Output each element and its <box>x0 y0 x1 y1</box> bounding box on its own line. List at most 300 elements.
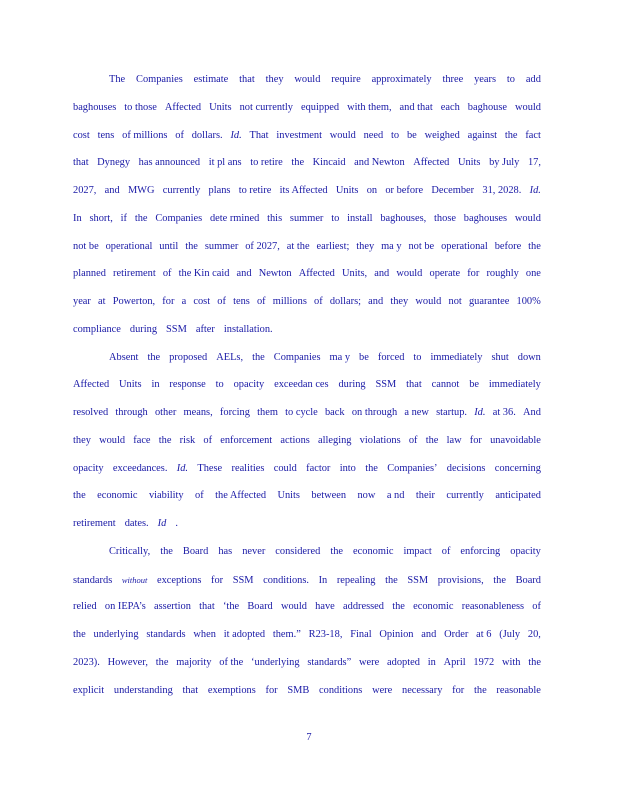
text-segment: the <box>493 574 506 586</box>
text-line <box>73 125 541 153</box>
text-segment: has <box>218 545 233 557</box>
text-segment: assertion <box>154 601 191 613</box>
text-segment: they <box>356 240 375 252</box>
text-segment: law <box>446 434 462 446</box>
text-segment: this <box>267 212 283 224</box>
text-segment: Affected <box>73 379 110 391</box>
text-line <box>73 541 541 569</box>
text-segment: the <box>252 351 265 363</box>
text-segment: of <box>532 601 541 613</box>
text-segment: would <box>99 434 126 446</box>
text-segment: need <box>363 129 384 141</box>
text-segment: a nd <box>386 490 405 502</box>
text-segment: to <box>413 351 422 363</box>
text-segment: at <box>98 296 106 307</box>
text-segment: would <box>280 601 307 613</box>
text-segment: AELs, <box>216 351 244 363</box>
text-segment: each <box>440 101 460 113</box>
text-segment: decisions <box>446 462 486 474</box>
text-segment: down <box>517 351 541 363</box>
text-segment: baghouse <box>467 101 508 113</box>
text-segment: add <box>525 74 541 85</box>
text-segment: December <box>431 185 475 196</box>
text-segment: 100% <box>516 296 541 307</box>
text-segment: of the <box>219 656 244 668</box>
text-line <box>73 513 541 541</box>
text-segment: the Kin caid <box>178 268 230 280</box>
text-segment: install <box>347 212 373 224</box>
text-segment: alleging <box>318 434 352 446</box>
text-segment: enforcement <box>220 434 273 446</box>
text-segment: reasonable <box>496 684 541 696</box>
text-segment: SSM <box>232 574 254 586</box>
text-segment: their <box>415 490 435 502</box>
text-segment: addressed <box>343 601 384 613</box>
text-line <box>73 236 541 264</box>
text-segment: Board <box>182 545 209 557</box>
citation-text: Id. <box>176 462 189 474</box>
text-segment: cost <box>73 129 90 141</box>
text-segment: dollars; <box>329 296 362 307</box>
text-segment: conditions. <box>263 574 309 586</box>
text-segment: the <box>134 212 148 224</box>
text-segment: standards” <box>307 656 352 668</box>
text-segment: be <box>359 351 369 363</box>
text-segment: April <box>443 656 466 668</box>
text-segment: cost <box>193 296 211 307</box>
text-segment: earliest; <box>316 240 350 252</box>
text-segment: However, <box>107 656 148 668</box>
text-segment: it pl ans <box>208 157 242 169</box>
text-segment: and <box>421 629 437 640</box>
text-segment: the <box>158 434 172 446</box>
text-segment: SMB <box>287 684 310 696</box>
text-line <box>73 485 541 513</box>
text-segment: before <box>494 240 522 252</box>
citation-text: Id. <box>529 185 541 196</box>
text-segment: provisions, <box>437 574 484 586</box>
text-line <box>73 208 541 236</box>
text-segment: ‘the <box>222 601 240 613</box>
text-segment: that <box>73 157 89 169</box>
text-segment: the <box>385 574 398 586</box>
text-segment: startup. <box>436 407 467 418</box>
text-segment: by July <box>489 157 520 169</box>
text-segment: 20, <box>527 629 541 640</box>
text-segment: at 6 <box>476 629 492 640</box>
text-segment: forced <box>377 351 405 363</box>
text-line <box>73 291 541 319</box>
text-segment: and that <box>399 101 433 113</box>
text-segment: not currently <box>239 101 293 113</box>
text-segment: summer <box>289 212 324 224</box>
text-segment: to <box>506 74 516 85</box>
text-segment: Critically, <box>109 545 151 557</box>
text-line <box>73 680 541 708</box>
text-segment: dollars. <box>191 129 223 141</box>
text-segment: other <box>154 407 177 418</box>
text-segment: when <box>193 629 216 640</box>
text-segment: exceedances. <box>112 462 168 474</box>
text-line <box>73 319 541 347</box>
text-segment: the <box>365 462 378 474</box>
text-segment: that <box>182 684 199 696</box>
text-segment: the <box>330 545 344 557</box>
text-segment: currently <box>162 185 201 196</box>
text-segment: of 2027, <box>245 240 280 252</box>
text-segment: 1972 <box>473 656 495 668</box>
text-segment: roughly <box>486 268 519 280</box>
text-segment: Absent <box>109 351 139 363</box>
text-segment: . <box>175 518 178 529</box>
text-segment: Affected <box>164 101 202 113</box>
text-segment: could <box>273 462 297 474</box>
text-segment: enforcing <box>460 545 501 557</box>
citation-text: Id <box>157 518 167 529</box>
text-segment: Order <box>444 629 469 640</box>
text-segment: Board <box>515 574 541 586</box>
text-segment: years <box>474 74 497 85</box>
text-segment: majority <box>176 656 212 668</box>
text-segment: would <box>415 296 442 307</box>
text-line <box>73 180 541 208</box>
body-text <box>73 69 541 707</box>
text-segment: SSM <box>407 574 429 586</box>
text-segment: the <box>528 656 541 668</box>
text-segment: year <box>73 296 91 307</box>
text-segment: standards <box>73 574 113 586</box>
text-segment: violations <box>359 434 401 446</box>
text-segment: the <box>425 434 439 446</box>
text-segment: actions <box>280 434 310 446</box>
text-segment: adopted <box>387 656 420 668</box>
text-segment: opacity <box>233 379 265 391</box>
text-line <box>73 97 541 125</box>
text-segment: if <box>120 212 128 224</box>
text-segment: the <box>528 240 541 252</box>
text-segment: on IEPA’s <box>104 601 146 613</box>
text-segment: Final <box>350 629 372 640</box>
text-segment: be <box>469 379 480 391</box>
text-segment: approximately <box>371 74 432 85</box>
text-segment: baghouses, <box>380 212 427 224</box>
text-segment: risk <box>179 434 196 446</box>
text-segment: of <box>162 268 172 280</box>
text-segment: between <box>311 490 347 502</box>
text-segment: Affected <box>298 268 335 280</box>
text-segment: not be <box>408 240 435 252</box>
text-segment: In <box>73 212 82 224</box>
text-segment: in <box>427 656 436 668</box>
text-segment: the <box>147 351 161 363</box>
text-segment: that <box>199 601 215 613</box>
text-segment: them <box>257 407 278 418</box>
text-segment: and <box>368 296 384 307</box>
text-segment: Units <box>119 379 142 391</box>
text-segment: for <box>210 574 224 586</box>
text-segment: short, <box>89 212 113 224</box>
text-segment: fact <box>525 129 541 141</box>
text-segment: would <box>515 101 541 113</box>
text-segment: to <box>331 212 340 224</box>
text-segment: That <box>249 129 269 141</box>
text-segment: opacity <box>73 462 104 474</box>
text-segment: through <box>115 407 148 418</box>
text-segment: plans <box>208 185 231 196</box>
text-segment: opacity <box>510 545 541 557</box>
text-segment: exemptions <box>207 684 256 696</box>
text-segment: Affected <box>413 157 450 169</box>
citation-text: Id. <box>230 129 242 141</box>
text-segment: In <box>318 574 328 586</box>
text-segment: installation. <box>223 323 273 335</box>
text-segment: baghouses <box>73 101 117 113</box>
text-segment: were <box>359 656 380 668</box>
text-segment: Companies <box>155 212 203 224</box>
text-segment: dates. <box>124 518 149 529</box>
text-segment: operate <box>429 268 461 280</box>
text-segment: operational <box>441 240 488 252</box>
text-segment: with them, <box>347 101 392 113</box>
text-segment: to retire <box>250 157 283 169</box>
text-segment: tens <box>97 129 115 141</box>
text-segment: Units <box>277 490 300 502</box>
text-segment: the <box>185 240 198 252</box>
text-segment: they <box>73 434 91 446</box>
text-segment: (July <box>499 629 521 640</box>
text-segment: for <box>452 684 465 696</box>
text-segment: never <box>242 545 266 557</box>
text-segment: cannot <box>431 379 460 391</box>
text-segment: and <box>236 268 252 280</box>
text-segment: These <box>197 462 223 474</box>
text-segment: Units <box>335 185 359 196</box>
text-segment: conditions <box>319 684 363 696</box>
text-segment: until <box>159 240 179 252</box>
text-line <box>73 374 541 402</box>
text-segment: that <box>406 379 422 391</box>
text-segment: impact <box>403 545 432 557</box>
text-segment: ‘underlying <box>251 656 300 668</box>
text-segment: unavoidable <box>490 434 541 446</box>
text-segment: the <box>155 656 169 668</box>
text-segment: for <box>265 684 278 696</box>
text-segment: would <box>329 129 356 141</box>
text-segment: at 36. <box>492 407 516 418</box>
text-segment: the <box>392 601 405 613</box>
text-segment: face <box>133 434 151 446</box>
text-segment: now <box>357 490 376 502</box>
text-segment: to those <box>124 101 157 113</box>
text-segment: the <box>504 129 518 141</box>
text-segment: that <box>239 74 255 85</box>
text-segment: proposed <box>169 351 208 363</box>
text-segment: the <box>73 490 86 502</box>
text-segment: weighed <box>424 129 460 141</box>
text-line <box>73 69 541 97</box>
text-segment: Companies’ <box>387 462 438 474</box>
text-line <box>73 152 541 180</box>
text-segment: economic <box>413 601 454 613</box>
text-line <box>73 569 541 597</box>
text-segment: it adopted <box>223 629 266 640</box>
text-segment: of <box>175 129 184 141</box>
text-segment: Board <box>247 601 273 613</box>
text-segment: realities <box>231 462 265 474</box>
text-segment: guarantee <box>468 296 510 307</box>
text-segment: those <box>434 212 456 224</box>
text-segment: Powerton, <box>112 296 156 307</box>
text-segment: the <box>160 545 173 557</box>
text-segment: response <box>169 379 206 391</box>
text-segment: repealing <box>336 574 376 586</box>
text-segment: immediately <box>488 379 541 391</box>
text-segment: ma y <box>381 240 402 252</box>
text-segment: has announced <box>138 157 201 169</box>
text-segment: anticipated <box>495 490 541 502</box>
text-segment: into <box>339 462 356 474</box>
text-segment: they <box>265 74 284 85</box>
text-line <box>73 596 541 624</box>
text-segment: millions <box>272 296 307 307</box>
text-segment: means, <box>183 407 213 418</box>
text-segment: retirement <box>73 518 116 529</box>
text-segment: economic <box>353 545 394 557</box>
text-segment: immediately <box>430 351 483 363</box>
text-segment: Units <box>209 101 232 113</box>
text-segment: retirement <box>113 268 156 280</box>
text-segment: require <box>331 74 361 85</box>
text-segment: have <box>315 601 335 613</box>
text-segment: against <box>467 129 498 141</box>
text-segment: summer <box>204 240 239 252</box>
text-segment: for <box>469 434 482 446</box>
text-segment: Newton <box>258 268 292 280</box>
citation-text: Id. <box>474 407 486 418</box>
text-segment: of <box>408 434 418 446</box>
text-segment: of <box>217 296 226 307</box>
text-segment: to retire <box>238 185 272 196</box>
text-segment: R23-18, <box>308 629 343 640</box>
text-segment: for <box>467 268 480 280</box>
text-line <box>73 430 541 458</box>
text-line <box>73 263 541 291</box>
text-segment: of <box>441 545 451 557</box>
text-segment: in <box>151 379 160 391</box>
text-segment: a new <box>404 407 429 418</box>
text-segment: underlying <box>93 629 139 640</box>
text-segment: at the <box>286 240 310 252</box>
text-segment: a <box>181 296 187 307</box>
text-segment: dete rmined <box>209 212 260 224</box>
text-segment: ma y <box>329 351 351 363</box>
text-segment: currently <box>446 490 484 502</box>
text-segment: and Newton <box>354 157 405 169</box>
text-segment: would <box>294 74 321 85</box>
text-segment: forcing <box>219 407 250 418</box>
text-segment: of <box>195 490 204 502</box>
page-number: 7 <box>306 732 312 743</box>
text-segment: operational <box>105 240 153 252</box>
text-segment: 2027, <box>73 185 97 196</box>
text-segment: exceedan ces <box>274 379 329 391</box>
text-segment: them.” <box>272 629 301 640</box>
text-segment: not <box>448 296 462 307</box>
text-segment: relied <box>73 601 97 613</box>
text-segment: be <box>406 129 417 141</box>
text-segment: they <box>390 296 409 307</box>
text-segment: understanding <box>113 684 173 696</box>
text-segment: Companies <box>136 74 183 85</box>
text-segment: one <box>525 268 541 280</box>
text-segment: estimate <box>193 74 229 85</box>
text-segment: baghouses <box>463 212 508 224</box>
text-segment: necessary <box>402 684 443 696</box>
text-segment: explicit <box>73 684 105 696</box>
text-segment: compliance <box>73 323 121 335</box>
text-segment: SSM <box>375 379 397 391</box>
text-line <box>73 652 541 680</box>
text-segment: would <box>396 268 423 280</box>
text-segment: would <box>514 212 541 224</box>
text-segment: Opinion <box>379 629 414 640</box>
text-segment: on <box>366 185 378 196</box>
text-segment: MWG <box>127 185 155 196</box>
text-segment: of <box>314 296 323 307</box>
text-segment: economic <box>97 490 138 502</box>
text-segment: during <box>129 323 158 335</box>
text-segment: of millions <box>122 129 168 141</box>
text-segment: of <box>256 296 266 307</box>
text-segment: The <box>109 74 126 85</box>
text-segment: resolved <box>73 407 109 418</box>
text-segment: and <box>104 185 120 196</box>
text-segment: Units <box>457 157 481 169</box>
text-segment: 17, <box>527 157 541 169</box>
text-segment: not be <box>73 240 99 252</box>
text-segment: its Affected <box>279 185 328 196</box>
text-segment: factor <box>306 462 331 474</box>
text-segment: after <box>195 323 215 335</box>
text-segment: Units, <box>342 268 368 280</box>
text-segment: and <box>374 268 390 280</box>
citation-text: without <box>121 574 148 585</box>
text-segment: viability <box>148 490 184 502</box>
text-segment: equipped <box>301 101 340 113</box>
text-segment: for <box>162 296 175 307</box>
text-segment: concerning <box>494 462 541 474</box>
text-segment: SSM <box>166 323 187 335</box>
text-segment: standards <box>146 629 186 640</box>
text-line <box>73 624 541 652</box>
text-segment: 31, 2028. <box>482 185 522 196</box>
text-line <box>73 458 541 486</box>
text-segment: the <box>291 157 305 169</box>
text-segment: Kincaid <box>312 157 346 169</box>
text-line <box>73 347 541 375</box>
text-segment: or before <box>385 185 424 196</box>
text-segment: of <box>203 434 213 446</box>
text-segment: the <box>473 684 487 696</box>
text-segment: on through <box>351 407 398 418</box>
text-segment: tens <box>233 296 250 307</box>
text-segment: exceptions <box>156 574 202 586</box>
text-segment: to <box>215 379 224 391</box>
text-segment: 2023). <box>73 656 100 668</box>
text-segment: to <box>391 129 400 141</box>
text-line <box>73 402 541 430</box>
text-segment: during <box>338 379 366 391</box>
